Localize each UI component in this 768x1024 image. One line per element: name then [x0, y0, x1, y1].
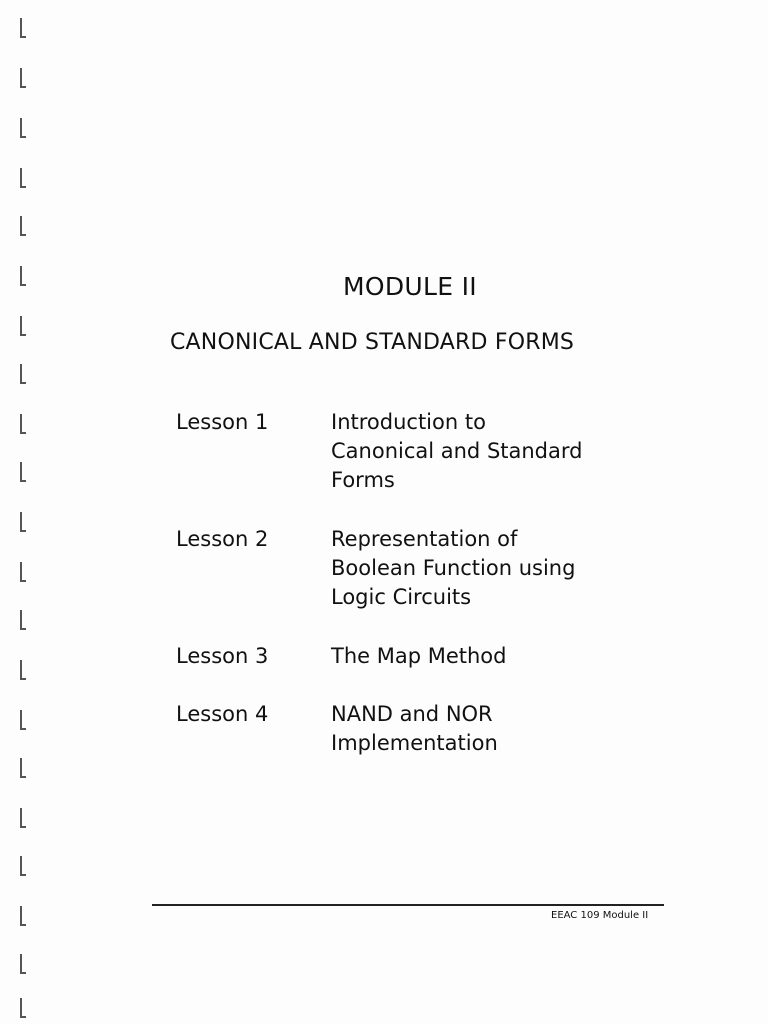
binding-hole [20, 610, 26, 630]
footer-rule [152, 904, 664, 906]
lesson-title-line: Implementation [331, 731, 498, 755]
module-subtitle: CANONICAL AND STANDARD FORMS [170, 330, 575, 355]
lesson-title [331, 408, 641, 495]
lesson-label: Lesson 3 [176, 644, 269, 668]
lesson-title-line: Forms [331, 468, 395, 492]
binding-hole [20, 118, 26, 138]
lesson-title-line: NAND and NOR [331, 702, 493, 726]
binding-hole [20, 808, 26, 828]
lesson-title-line: The Map Method [331, 644, 507, 668]
lesson-title-line: Canonical and Standard [331, 439, 583, 463]
lesson-title [331, 642, 641, 671]
binding-hole [20, 216, 26, 236]
footer-text: EEAC 109 Module II [551, 910, 649, 921]
lesson-label: Lesson 2 [176, 527, 269, 551]
lesson-title-line: Boolean Function using [331, 556, 576, 580]
binding-hole [20, 758, 26, 778]
binding-hole [20, 660, 26, 680]
binding-hole [20, 998, 26, 1018]
lesson-title-line: Logic Circuits [331, 585, 472, 609]
lesson-title-line: Introduction to [331, 410, 486, 434]
binding-hole [20, 562, 26, 582]
binding-hole [20, 462, 26, 482]
lesson-title [331, 525, 641, 612]
binding-hole [20, 512, 26, 532]
binding-hole [20, 316, 26, 336]
binding-hole [20, 68, 26, 88]
spiral-binding-holes [14, 0, 30, 1024]
lesson-title [331, 700, 641, 758]
binding-hole [20, 710, 26, 730]
binding-hole [20, 856, 26, 876]
lesson-label: Lesson 4 [176, 702, 269, 726]
binding-hole [20, 18, 26, 38]
binding-hole [20, 906, 26, 926]
binding-hole [20, 414, 26, 434]
lesson-title-line: Representation of [331, 527, 518, 551]
binding-hole [20, 364, 26, 384]
module-title: MODULE II [343, 272, 477, 301]
binding-hole [20, 954, 26, 974]
lesson-label: Lesson 1 [176, 410, 269, 434]
binding-hole [20, 168, 26, 188]
